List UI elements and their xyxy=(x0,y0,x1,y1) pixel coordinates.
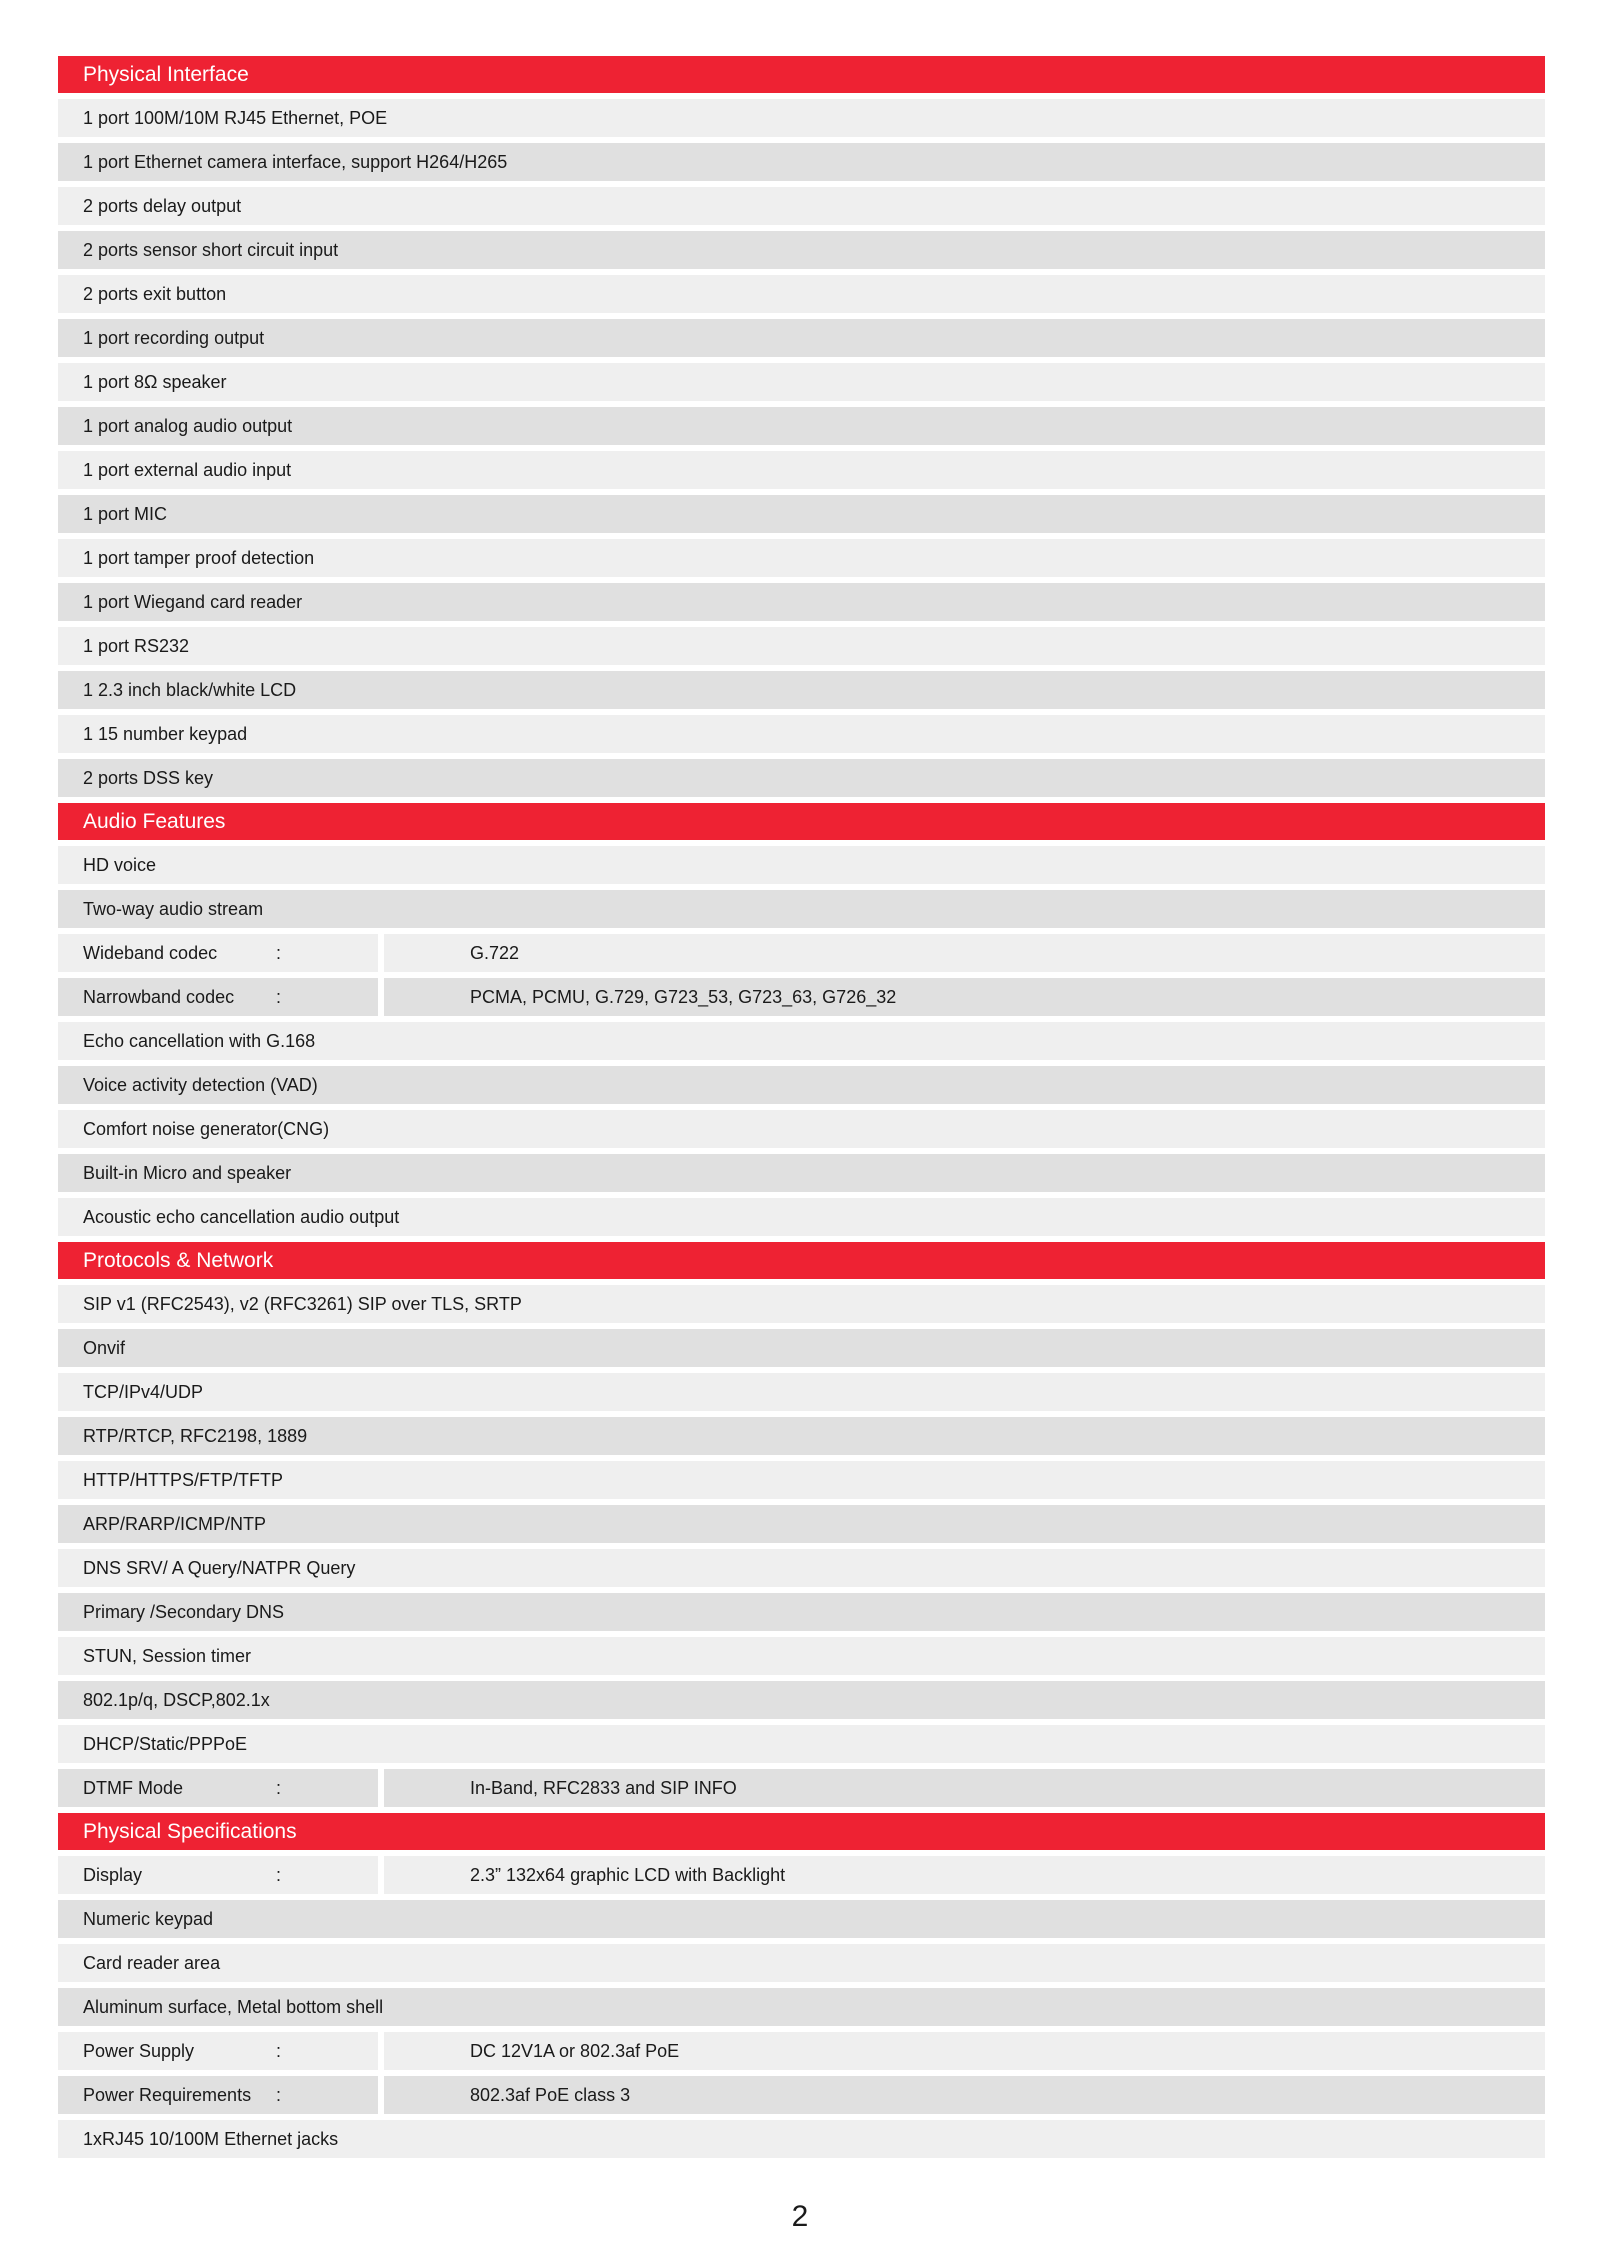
spec-row: 1 2.3 inch black/white LCD xyxy=(58,671,1545,709)
spec-row: 802.1p/q, DSCP,802.1x xyxy=(58,1681,1545,1719)
spec-colon: : xyxy=(276,987,282,1007)
spec-row: 1 port 8Ω speaker xyxy=(58,363,1545,401)
spec-row: Aluminum surface, Metal bottom shell xyxy=(58,1988,1545,2026)
spec-row: SIP v1 (RFC2543), v2 (RFC3261) SIP over TLS, SRTP xyxy=(58,1285,1545,1323)
spec-row: TCP/IPv4/UDP xyxy=(58,1373,1545,1411)
spec-row: 1 port RS232 xyxy=(58,627,1545,665)
spec-colon: : xyxy=(276,2085,282,2105)
spec-row: 1xRJ45 10/100M Ethernet jacks xyxy=(58,2120,1545,2158)
spec-label: DTMF Mode xyxy=(83,1778,184,1798)
spec-label: Wideband codec xyxy=(83,943,218,963)
spec-row-keyvalue xyxy=(58,978,1545,1016)
spec-row: 1 port 100M/10M RJ45 Ethernet, POE xyxy=(58,99,1545,137)
spec-row: 1 15 number keypad xyxy=(58,715,1545,753)
spec-label-cell xyxy=(58,978,378,1016)
spec-row: HD voice xyxy=(58,846,1545,884)
spec-row: Primary /Secondary DNS xyxy=(58,1593,1545,1631)
section-physical-specifications xyxy=(58,1813,1545,2158)
spec-row: 2 ports delay output xyxy=(58,187,1545,225)
spec-value: DC 12V1A or 802.3af PoE xyxy=(384,2032,1545,2070)
page-number: 2 xyxy=(791,2200,809,2233)
spec-label-cell xyxy=(58,2032,378,2070)
spec-row: 1 port Wiegand card reader xyxy=(58,583,1545,621)
section-header: Physical Specifications xyxy=(58,1813,1545,1850)
spec-row-keyvalue xyxy=(58,1769,1545,1807)
spec-row: HTTP/HTTPS/FTP/TFTP xyxy=(58,1461,1545,1499)
spec-value: G.722 xyxy=(384,934,1545,972)
section-physical-interface xyxy=(58,56,1545,797)
spec-row: DNS SRV/ A Query/NATPR Query xyxy=(58,1549,1545,1587)
spec-row: Numeric keypad xyxy=(58,1900,1545,1938)
spec-label-cell xyxy=(58,2076,378,2114)
spec-row: Echo cancellation with G.168 xyxy=(58,1022,1545,1060)
spec-row: 1 port external audio input xyxy=(58,451,1545,489)
spec-row: Voice activity detection (VAD) xyxy=(58,1066,1545,1104)
spec-row: Acoustic echo cancellation audio output xyxy=(58,1198,1545,1236)
spec-row: STUN, Session timer xyxy=(58,1637,1545,1675)
section-header: Protocols & Network xyxy=(58,1242,1545,1279)
spec-row: 1 port MIC xyxy=(58,495,1545,533)
spec-row: Comfort noise generator(CNG) xyxy=(58,1110,1545,1148)
spec-colon: : xyxy=(276,1778,282,1798)
spec-row: 1 port tamper proof detection xyxy=(58,539,1545,577)
spec-row: RTP/RTCP, RFC2198, 1889 xyxy=(58,1417,1545,1455)
spec-row-keyvalue xyxy=(58,2076,1545,2114)
section-audio-features xyxy=(58,803,1545,1236)
spec-row: Two-way audio stream xyxy=(58,890,1545,928)
section-header: Physical Interface xyxy=(58,56,1545,93)
spec-row: DHCP/Static/PPPoE xyxy=(58,1725,1545,1763)
spec-row: Built-in Micro and speaker xyxy=(58,1154,1545,1192)
section-protocols-network xyxy=(58,1242,1545,1807)
spec-row: 2 ports sensor short circuit input xyxy=(58,231,1545,269)
spec-value: 2.3” 132x64 graphic LCD with Backlight xyxy=(384,1856,1545,1894)
spec-colon: : xyxy=(276,943,282,963)
spec-row: Card reader area xyxy=(58,1944,1545,1982)
spec-row: 1 port analog audio output xyxy=(58,407,1545,445)
spec-row-keyvalue xyxy=(58,1856,1545,1894)
spec-row: 1 port Ethernet camera interface, support H264/H265 xyxy=(58,143,1545,181)
section-header: Audio Features xyxy=(58,803,1545,840)
spec-row: 1 port recording output xyxy=(58,319,1545,357)
spec-label: Display xyxy=(83,1865,143,1885)
spec-row: Onvif xyxy=(58,1329,1545,1367)
spec-label-cell xyxy=(58,934,378,972)
spec-label: Power Requirements xyxy=(83,2085,252,2105)
spec-row-keyvalue xyxy=(58,2032,1545,2070)
spec-row-keyvalue xyxy=(58,934,1545,972)
spec-colon: : xyxy=(276,2041,282,2061)
spec-value: PCMA, PCMU, G.729, G723_53, G723_63, G726_32 xyxy=(384,978,1545,1016)
spec-row: 2 ports DSS key xyxy=(58,759,1545,797)
spec-row: 2 ports exit button xyxy=(58,275,1545,313)
spec-sheet xyxy=(58,56,1545,2164)
spec-label: Narrowband codec xyxy=(83,987,235,1007)
spec-value: 802.3af PoE class 3 xyxy=(384,2076,1545,2114)
spec-value: In-Band, RFC2833 and SIP INFO xyxy=(384,1769,1545,1807)
spec-label-cell xyxy=(58,1856,378,1894)
spec-colon: : xyxy=(276,1865,282,1885)
spec-row: ARP/RARP/ICMP/NTP xyxy=(58,1505,1545,1543)
spec-label-cell xyxy=(58,1769,378,1807)
spec-label: Power Supply xyxy=(83,2041,195,2061)
